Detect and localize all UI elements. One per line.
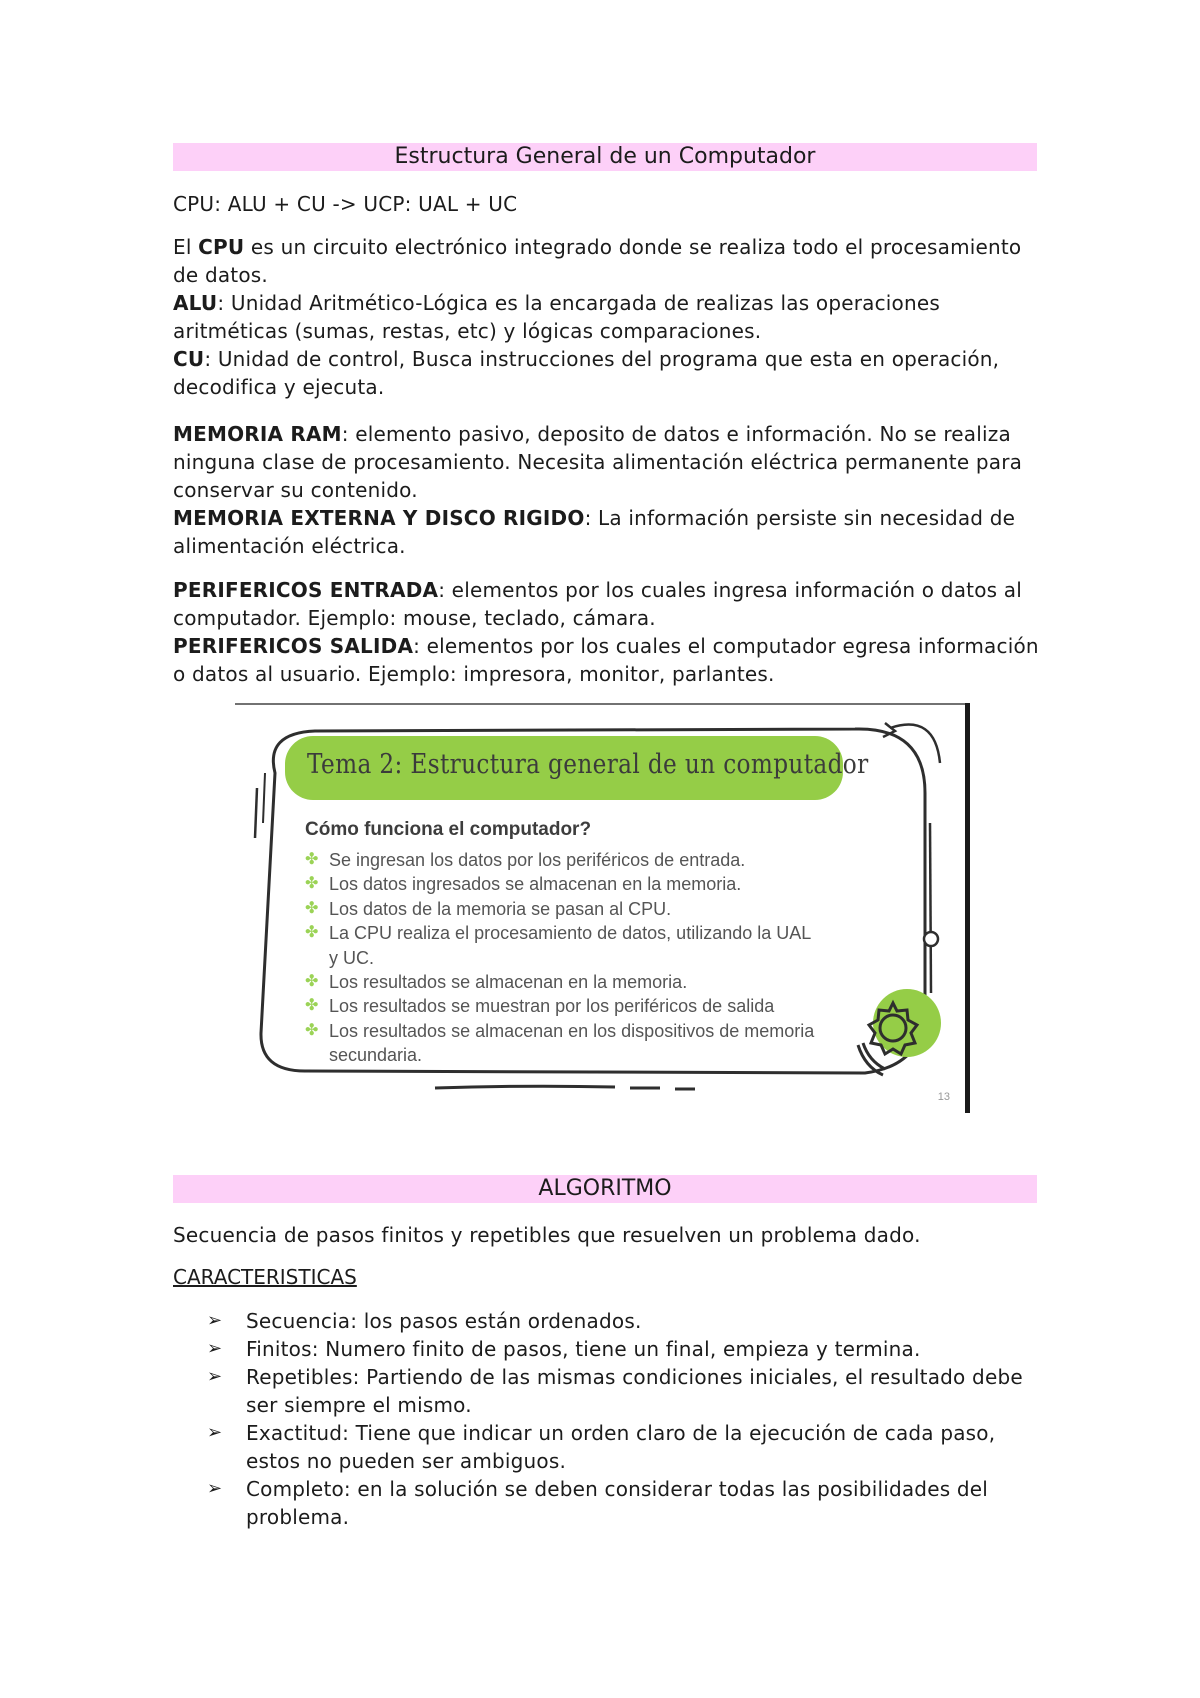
characteristic-item: ➢ Secuencia: los pasos están ordenados. xyxy=(207,1309,642,1333)
arrow-bullet-icon: ➢ xyxy=(207,1478,223,1499)
cpu-definition: es un circuito electrónico integrado donde se realiza todo el procesamiento de datos. xyxy=(173,235,1022,287)
cu-definition: : Unidad de control, Busca instrucciones del programa que esta en operación, decodifica y ejecuta. xyxy=(173,347,1000,399)
external-memory-term: MEMORIA EXTERNA Y DISCO RIGIDO xyxy=(173,506,585,530)
slide-subtitle: Cómo funciona el computador? xyxy=(305,819,592,840)
four-point-star-icon: ✤ xyxy=(305,899,319,917)
section-title-algorithm: ALGORITMO xyxy=(173,1175,1037,1203)
slide-edge xyxy=(965,703,970,1113)
alu-definition: : Unidad Aritmético-Lógica es la encargada de realizas las operaciones aritméticas (sumas, restas, etc) y lógicas comparaciones. xyxy=(173,291,940,343)
arrow-bullet-icon: ➢ xyxy=(207,1422,223,1443)
cpu-term: CPU xyxy=(198,235,245,259)
cpu-pre: El xyxy=(173,235,199,259)
output-peripherals-term: PERIFERICOS SALIDA xyxy=(173,634,414,658)
slide-bullet-list xyxy=(303,848,819,1068)
slide-list-item: ✤ Los resultados se almacenan en los dispositivos de memoria secundaria. xyxy=(305,1020,815,1066)
algorithm-definition: Secuencia de pasos finitos y repetibles que resuelven un problema dado. xyxy=(173,1223,921,1247)
four-point-star-icon: ✤ xyxy=(305,851,319,868)
slide-image xyxy=(235,703,970,1113)
arrow-bullet-icon: ➢ xyxy=(207,1310,223,1331)
characteristic-item: ➢ Finitos: Numero finito de pasos, tiene un final, empieza y termina. xyxy=(207,1337,921,1361)
characteristic-item: ➢ Repetibles: Partiendo de las mismas condiciones iniciales, el resultado debe ser siempre el mismo. xyxy=(207,1365,1023,1417)
ram-term: MEMORIA RAM xyxy=(173,422,342,446)
characteristics-heading: CARACTERISTICAS xyxy=(173,1265,357,1289)
four-point-star-icon: ✤ xyxy=(305,1021,319,1039)
section-title-computer-structure: Estructura General de un Computador xyxy=(173,143,1037,171)
input-peripherals-definition: : elementos por los cuales ingresa información o datos al computador. Ejemplo: mouse, teclado, cámara. xyxy=(173,578,1023,630)
memory-paragraph xyxy=(173,420,1043,560)
cpu-formula: CPU: ALU + CU -> UCP: UAL + UC xyxy=(173,192,518,216)
external-memory-definition: : La información persiste sin necesidad de alimentación eléctrica. xyxy=(173,506,1016,558)
characteristic-item: ➢ Exactitud: Tiene que indicar un orden claro de la ejecución de cada paso, estos no pueden ser ambiguos. xyxy=(207,1421,996,1473)
input-peripherals-term: PERIFERICOS ENTRADA xyxy=(173,578,439,602)
four-point-star-icon: ✤ xyxy=(305,924,319,942)
peripherals-paragraph xyxy=(173,576,1043,688)
arrow-bullet-icon: ➢ xyxy=(207,1338,223,1359)
four-point-star-icon: ✤ xyxy=(305,973,319,991)
slide-list-item: ✤ Se ingresan los datos por los periféricos de entrada. xyxy=(303,848,819,872)
cu-term: CU xyxy=(173,347,205,371)
output-peripherals-definition: : elementos por los cuales el computador egresa información o datos al usuario. Ejemplo: impresora, monitor, parlantes. xyxy=(173,634,1039,686)
alu-term: ALU xyxy=(173,291,218,315)
slide-list-item: ✤ Los datos de la memoria se pasan al CPU. xyxy=(303,897,819,921)
four-point-star-icon: ✤ xyxy=(305,997,319,1015)
arrow-bullet-icon: ➢ xyxy=(207,1366,223,1387)
slide-list-item: ✤ Los resultados se muestran por los periféricos de salida xyxy=(303,994,819,1018)
slide-title: Tema 2: Estructura general de un computador xyxy=(307,749,869,780)
slide-page-number: 13 xyxy=(937,1091,950,1103)
slide-list-item: ✤ Los resultados se almacenan en la memoria. xyxy=(303,970,819,994)
definitions-paragraph xyxy=(173,233,1043,401)
slide-list-item: ✤ Los datos ingresados se almacenan en la memoria. xyxy=(303,872,819,896)
ram-definition: : elemento pasivo, deposito de datos e información. No se realiza ninguna clase de procesamiento. Necesita alimentación eléctrica permanente para conservar su contenido. xyxy=(173,422,1023,502)
slide-list-item: ✤ La CPU realiza el procesamiento de datos, utilizando la UAL y UC. xyxy=(305,923,811,968)
four-point-star-icon: ✤ xyxy=(305,875,319,893)
characteristic-item: ➢ Completo: en la solución se deben considerar todas las posibilidades del problema. xyxy=(207,1477,989,1529)
characteristics-list xyxy=(173,1307,1043,1531)
gear-icon xyxy=(855,983,950,1078)
